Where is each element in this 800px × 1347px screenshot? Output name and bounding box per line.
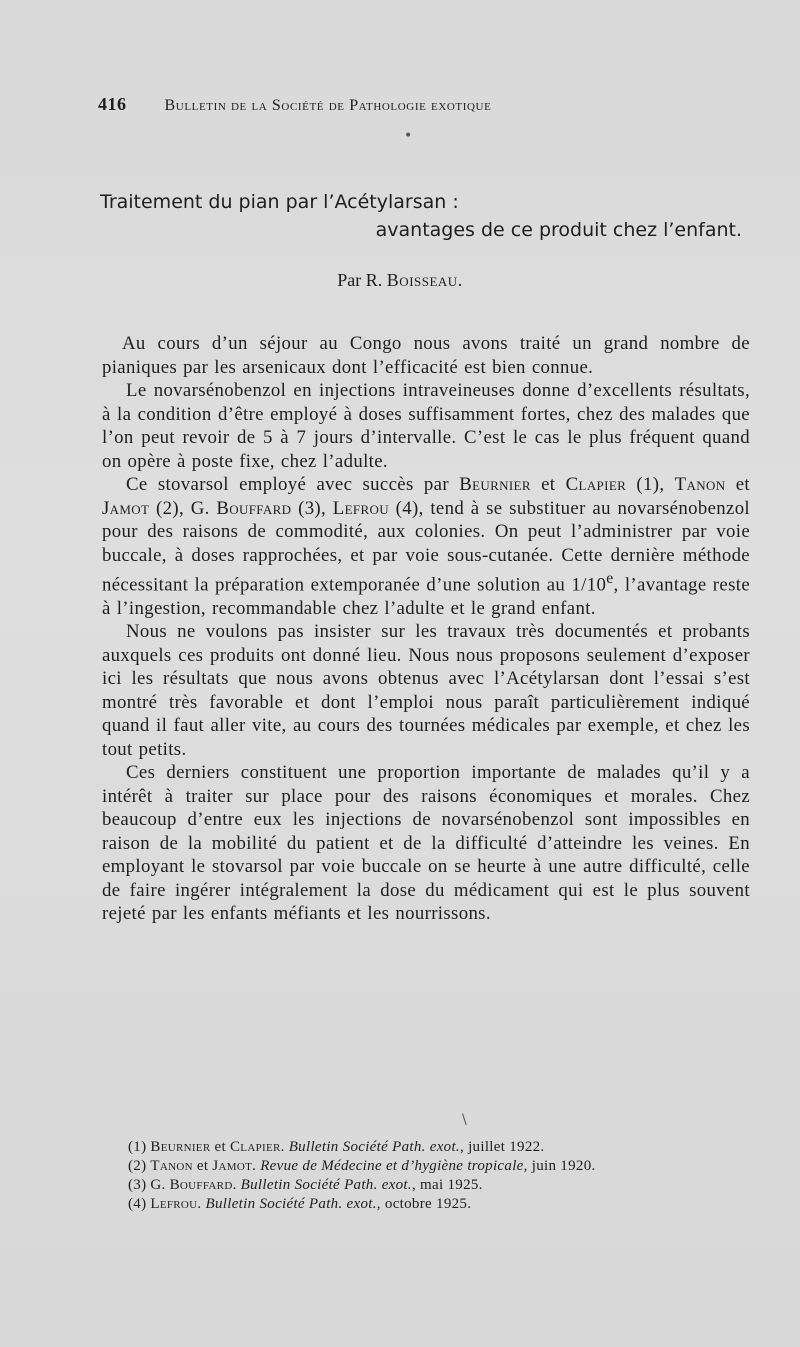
footnote-marker: (4) — [128, 1196, 147, 1212]
footnote-source: Bulletin Société Path. exot. — [288, 1139, 460, 1155]
footnote-2 — [128, 1157, 748, 1176]
paragraph-3 — [102, 473, 750, 620]
title-line-2: avantages de ce produit chez l’enfant. — [375, 219, 742, 241]
paragraph-4: Nous ne voulons pas insister sur les travaux très documentés et probants auxquels ces produits ont donné lieu. Nous nous proposons seulement d’exposer ici les résultats que nous avons obtenus avec l’Acétylarsan dont l’essai s’est montré très favorable et dont l’emploi nous paraît particulièrement indiqué quand il faut aller vite, au cours des tournées médicales par exemple, et chez les tout petits. — [102, 621, 750, 760]
author-line — [0, 270, 800, 291]
p3-text-b: et — [530, 474, 566, 495]
cited-author-tanon: Tanon — [674, 474, 726, 495]
paragraph-5: Ces derniers constituent une proportion importante de malades qu’il y a intérêt à traiter sur place pour des raisons économiques et morales. Chez beaucoup d’entre eux les injections de novarsénobenzol sont impossibles en raison de la mobilité du patient et de la difficulté d’atteindre les veines. En employant le stovarsol par voie buccale on se heurte à une autre difficulté, celle de faire ingérer intégralement la dose du médicament qui est le plus souvent rejeté par les enfants méfiants et les nourrissons. — [102, 762, 750, 925]
paragraph-1: Au cours d’un séjour au Congo nous avons traité un grand nombre de pianiques par les arsenicaux dont l’efficacité est bien connue. — [102, 333, 750, 378]
footnote-author: Lefrou — [150, 1196, 198, 1212]
page-header — [98, 94, 698, 115]
footnote-marker: (2) — [128, 1158, 147, 1174]
footnote-author: Clapier — [230, 1139, 281, 1155]
footnote-source: Revue de Médecine et d’hygiène tropicale, — [260, 1158, 528, 1174]
footnote-date: , octobre 1925. — [376, 1196, 472, 1212]
footnote-author: Bouffard — [169, 1177, 233, 1193]
cited-author-jamot: Jamot — [102, 497, 150, 519]
cited-author-lefrou: Lefrou — [332, 497, 389, 519]
footnote-marker: (3) — [128, 1177, 147, 1193]
footnote-3 — [128, 1176, 748, 1195]
footnote-marker: (1) — [128, 1139, 147, 1155]
p3-text-f: (3), — [291, 497, 333, 519]
ink-speck: \ — [462, 1112, 467, 1128]
footnote-author: Tanon — [150, 1158, 193, 1174]
footnote-date: juin 1920. — [527, 1158, 596, 1174]
cited-author-beurnier: Beurnier — [459, 474, 531, 495]
page-number: 416 — [98, 94, 127, 114]
ink-speck: • — [404, 128, 413, 144]
footnote-join: et — [192, 1158, 213, 1174]
footnote-sep: . — [252, 1158, 261, 1174]
footnote-sep: . — [280, 1139, 289, 1155]
superscript-e: e — [606, 570, 614, 587]
footnote-join: et — [210, 1139, 230, 1155]
article-title — [100, 188, 750, 244]
author-name: Boisseau. — [386, 270, 463, 290]
footnote-source: Bulletin Société Path. exot. — [240, 1177, 412, 1193]
footnote-prefix: G. — [150, 1177, 170, 1193]
title-line-1: Traitement du pian par l’Acétylarsan : — [100, 191, 459, 213]
article-body — [102, 332, 750, 926]
running-title: Bulletin de la Société de Pathologie exotique — [164, 97, 492, 114]
footnote-author: Jamot — [212, 1158, 253, 1174]
p3-text-c: (1), — [626, 474, 675, 495]
p3-text-h: , l’avantage reste à l’ingestion, recommandable chez l’adulte et le grand enfant. — [102, 574, 751, 619]
footnote-source: Bulletin Société Path. exot. — [205, 1196, 377, 1212]
paragraph-2: Le novarsénobenzol en injections intraveineuses donne d’excellents résultats, à la condition d’être employé à doses suffisamment fortes, chez des malades que l’on peut revoir de 5 à 7 jours d’intervalle. C’est le cas le plus fréquent quand on opère à poste fixe, chez l’adulte. — [102, 380, 750, 472]
author-prefix: Par R. — [337, 270, 387, 290]
footnote-sep: . — [197, 1196, 206, 1212]
p3-text-g: (4), tend à se substituer au novarsénobenzol pour des raisons de commodité, aux colonies. On peut l’administrer par voie buccale, à doses rapprochées, et par voie sous-cutanée. Cette dernière méthode nécessitant la préparation extemporanée d’une solution au 1/10 — [102, 497, 750, 596]
footnote-sep: . — [232, 1177, 241, 1193]
footnote-date: , juillet 1922. — [459, 1139, 545, 1155]
footnote-author: Beurnier — [150, 1139, 211, 1155]
footnote-1 — [128, 1138, 748, 1157]
p3-text-d: et — [725, 474, 750, 495]
footnotes — [128, 1138, 748, 1214]
footnote-4 — [128, 1195, 748, 1214]
cited-author-bouffard: Bouffard — [216, 497, 292, 519]
cited-author-clapier: Clapier — [565, 474, 627, 495]
p3-text-a: Ce stovarsol employé avec succès par — [126, 474, 460, 495]
p3-text-e: (2), G. — [149, 497, 217, 519]
footnote-date: , mai 1925. — [411, 1177, 483, 1193]
